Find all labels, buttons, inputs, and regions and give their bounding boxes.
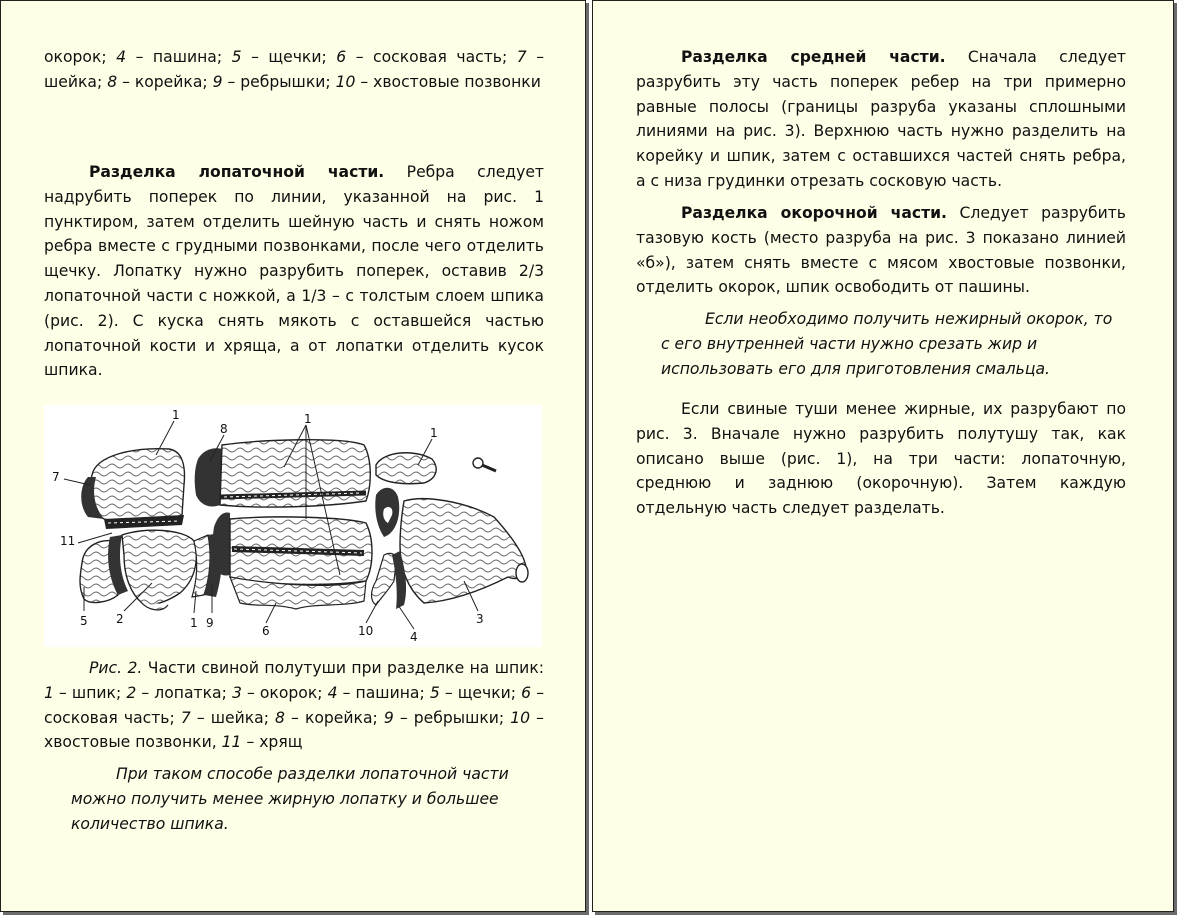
caption-continuation-text	[44, 45, 544, 95]
cut-ham	[372, 488, 529, 609]
text-segment: 7	[180, 708, 191, 727]
section-middle	[636, 45, 1126, 194]
text-segment: 6	[336, 48, 347, 66]
text-segment: – корейка;	[284, 708, 384, 727]
fig-label: 7	[52, 470, 60, 484]
cut-fat-right	[376, 453, 496, 484]
section-ham-heading: Разделка окорочной части.	[681, 204, 947, 222]
text-segment: 5	[231, 48, 242, 66]
text-segment: 2	[126, 683, 137, 702]
fig-label: 11	[60, 534, 76, 548]
text-segment: окорок;	[44, 48, 117, 66]
section-middle-paragraph	[636, 45, 1126, 194]
closing-paragraph	[636, 397, 1126, 521]
text-segment: 10	[510, 708, 531, 727]
fig-label: 1	[430, 426, 438, 440]
fig-label: 1	[172, 408, 180, 422]
text-segment: 8	[107, 72, 118, 91]
text-segment: – корейка;	[117, 72, 213, 91]
note-left	[71, 762, 541, 836]
text-segment: 11	[221, 733, 242, 752]
fig-label: 10	[358, 624, 374, 638]
text-segment: 8	[275, 708, 285, 727]
cut-ribs	[213, 513, 373, 609]
text-segment: 4	[327, 683, 338, 702]
text-segment: Рис. 2.	[89, 659, 143, 677]
text-segment: – хвостовые позвонки,	[44, 708, 544, 752]
figure-caption	[44, 656, 544, 755]
text-segment: – хрящ	[241, 733, 303, 752]
text-segment: 7	[516, 48, 527, 66]
fig-label: 3	[476, 612, 484, 626]
note-right	[661, 307, 1121, 381]
text-segment: Части свиной полутуши при разделке на шпик:	[142, 659, 544, 677]
text-segment: – шпик;	[53, 683, 127, 702]
text-segment: – пашина;	[337, 683, 430, 702]
text-segment: 3	[231, 683, 242, 702]
text-segment: 5	[429, 683, 440, 702]
cut-shoulder-fat	[81, 449, 184, 529]
text-segment: 10	[335, 72, 356, 91]
text-segment: – сосковая часть;	[346, 48, 517, 66]
text-segment: – хвостовые позвонки	[355, 72, 541, 91]
text-segment: 9	[212, 72, 223, 91]
fig-label: 5	[80, 614, 88, 628]
text-segment: – шейка;	[190, 708, 276, 727]
text-segment: 9	[383, 708, 394, 727]
text-segment: – сосковая часть;	[44, 683, 544, 727]
section-shoulder-heading: Разделка лопаточной части.	[89, 163, 385, 181]
figure-pork-cuts	[44, 405, 542, 647]
fig-label: 1	[190, 616, 198, 630]
fig-label: 4	[410, 630, 418, 644]
text-segment: – шейка;	[44, 48, 545, 91]
text-segment: 1	[44, 683, 54, 702]
figure-caption-text	[44, 656, 544, 755]
caption-continuation	[44, 45, 544, 95]
fig-label: 8	[220, 422, 228, 436]
fig-label: 1	[304, 412, 312, 426]
text-segment: 6	[521, 683, 532, 702]
section-shoulder-paragraph	[44, 160, 544, 383]
section-ham-body: Следует разрубить тазовую кость (место разруба на рис. 3 показано линией «б»), затем снять вместе с мясом хвостовые позвонки, отделить окорок, шпик освободить от пашины.	[636, 204, 1127, 297]
cut-shoulder-blade	[80, 530, 196, 610]
note-left-text: При таком способе разделки лопаточной части можно получить менее жирную лопатку и большее количество шпика.	[71, 765, 509, 833]
section-ham-paragraph	[636, 201, 1126, 300]
cut-loin	[195, 440, 371, 507]
text-segment: – лопатка;	[136, 683, 232, 702]
closing-paragraph-text: Если свиные туши менее жирные, их разрубают по рис. 3. Вначале нужно разрубить полутушу так, как описано выше (рис. 1), на три части: лопаточную, среднюю и заднюю (окорочную). Затем каждую отдельную часть следует разделать.	[636, 400, 1126, 518]
fig-label: 6	[262, 624, 270, 638]
text-segment: – щечки;	[439, 683, 522, 702]
section-shoulder	[44, 160, 544, 383]
text-segment: – ребрышки;	[393, 708, 511, 727]
right-page	[592, 0, 1174, 912]
section-ham	[636, 201, 1126, 300]
text-segment: 4	[116, 48, 127, 66]
text-segment: – пашина;	[126, 48, 232, 66]
note-right-text: Если необходимо получить нежирный окорок, то с его внутренней части нужно срезать жир и использовать его для приготовления смальца.	[661, 310, 1113, 378]
pork-cuts-diagram	[44, 405, 542, 647]
section-shoulder-body: Ребра следует надрубить поперек по линии, указанной на рис. 1 пунктиром, затем отделить шейную часть и снять ножом ребра вместе с грудными позвонками, после чего отделить щечку. Лопатку нужно разрубить поперек, оставив 2/3 лопаточной части с ножкой, а 1/3 – с толстым слоем шпика (рис. 2). С куска снять мякоть с оставшейся частью лопаточной кости и хряща, а от лопатки отделить кусок шпика.	[44, 163, 544, 380]
text-segment: – щечки;	[241, 48, 337, 66]
text-segment: – ребрышки;	[222, 72, 336, 91]
section-middle-body: Сначала следует разрубить эту часть поперек ребер на три примерно равные полосы (границы разруба указаны сплошными линиями на рис. 3). Верхнюю часть нужно разделить на корейку и шпик, затем с оставшихся частей снять ребра, а с низа грудинки отрезать сосковую часть.	[636, 48, 1127, 190]
text-segment: – окорок;	[241, 683, 328, 702]
fig-label: 9	[206, 616, 214, 630]
section-middle-heading: Разделка средней части.	[681, 48, 946, 66]
fig-label: 2	[116, 612, 124, 626]
left-page	[0, 0, 586, 912]
